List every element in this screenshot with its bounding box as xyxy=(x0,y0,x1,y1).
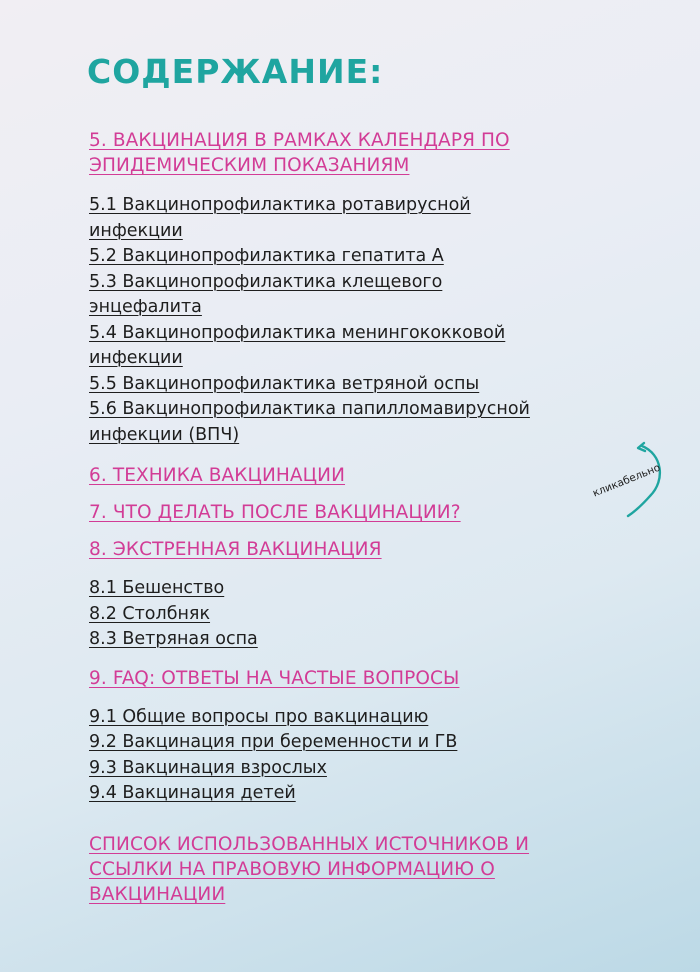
toc-section-8[interactable]: 8. ЭКСТРЕННАЯ ВАКЦИНАЦИЯ xyxy=(89,539,382,560)
table-of-contents xyxy=(89,128,559,907)
toc-item-9-3[interactable]: 9.3 Вакцинация взрослых xyxy=(89,757,327,778)
toc-section-9-items xyxy=(89,705,559,807)
toc-item-5-2[interactable]: 5.2 Вакцинопрофилактика гепатита А xyxy=(89,246,444,266)
toc-section-sources[interactable]: СПИСОК ИСПОЛЬЗОВАННЫХ ИСТОЧНИКОВ И ССЫЛКИ НА ПРАВОВУЮ ИНФОРМАЦИЮ О ВАКЦИНАЦИИ xyxy=(89,833,530,905)
toc-item-8-2[interactable]: 8.2 Столбняк xyxy=(89,603,211,624)
clickable-badge xyxy=(580,440,665,522)
toc-section-5-items xyxy=(89,193,559,448)
toc-item-9-1[interactable]: 9.1 Общие вопросы про вакцинацию xyxy=(89,706,429,727)
toc-item-5-6[interactable]: 5.6 Вакцинопрофилактика папилломавирусной инфекции (ВПЧ) xyxy=(89,399,530,445)
curved-arrow-icon xyxy=(580,440,665,522)
badge-label: кликабельно xyxy=(591,461,663,500)
toc-item-5-1[interactable]: 5.1 Вакцинопрофилактика ротавирусной инфекции xyxy=(89,195,471,241)
toc-section-5[interactable]: 5. ВАКЦИНАЦИЯ В РАМКАХ КАЛЕНДАРЯ ПО ЭПИДЕМИЧЕСКИМ ПОКАЗАНИЯМ xyxy=(89,130,510,176)
toc-item-8-3[interactable]: 8.3 Ветряная оспа xyxy=(89,629,258,649)
toc-item-9-4[interactable]: 9.4 Вакцинация детей xyxy=(89,783,296,803)
toc-section-9[interactable]: 9. FAQ: ОТВЕТЫ НА ЧАСТЫЕ ВОПРОСЫ xyxy=(89,667,460,689)
toc-section-6[interactable]: 6. ТЕХНИКА ВАКЦИНАЦИИ xyxy=(89,465,346,486)
toc-section-7[interactable]: 7. ЧТО ДЕЛАТЬ ПОСЛЕ ВАКЦИНАЦИИ? xyxy=(89,502,461,523)
toc-item-9-2[interactable]: 9.2 Вакцинация при беременности и ГВ xyxy=(89,732,458,752)
toc-item-8-1[interactable]: 8.1 Бешенство xyxy=(89,578,225,598)
toc-item-5-4[interactable]: 5.4 Вакцинопрофилактика менингококковой инфекции xyxy=(89,322,506,368)
toc-item-5-5[interactable]: 5.5 Вакцинопрофилактика ветряной оспы xyxy=(89,373,480,394)
toc-section-8-items xyxy=(89,576,559,653)
page-title: СОДЕРЖАНИЕ: xyxy=(87,52,384,91)
toc-item-5-3[interactable]: 5.3 Вакцинопрофилактика клещевого энцефалита xyxy=(89,271,443,317)
